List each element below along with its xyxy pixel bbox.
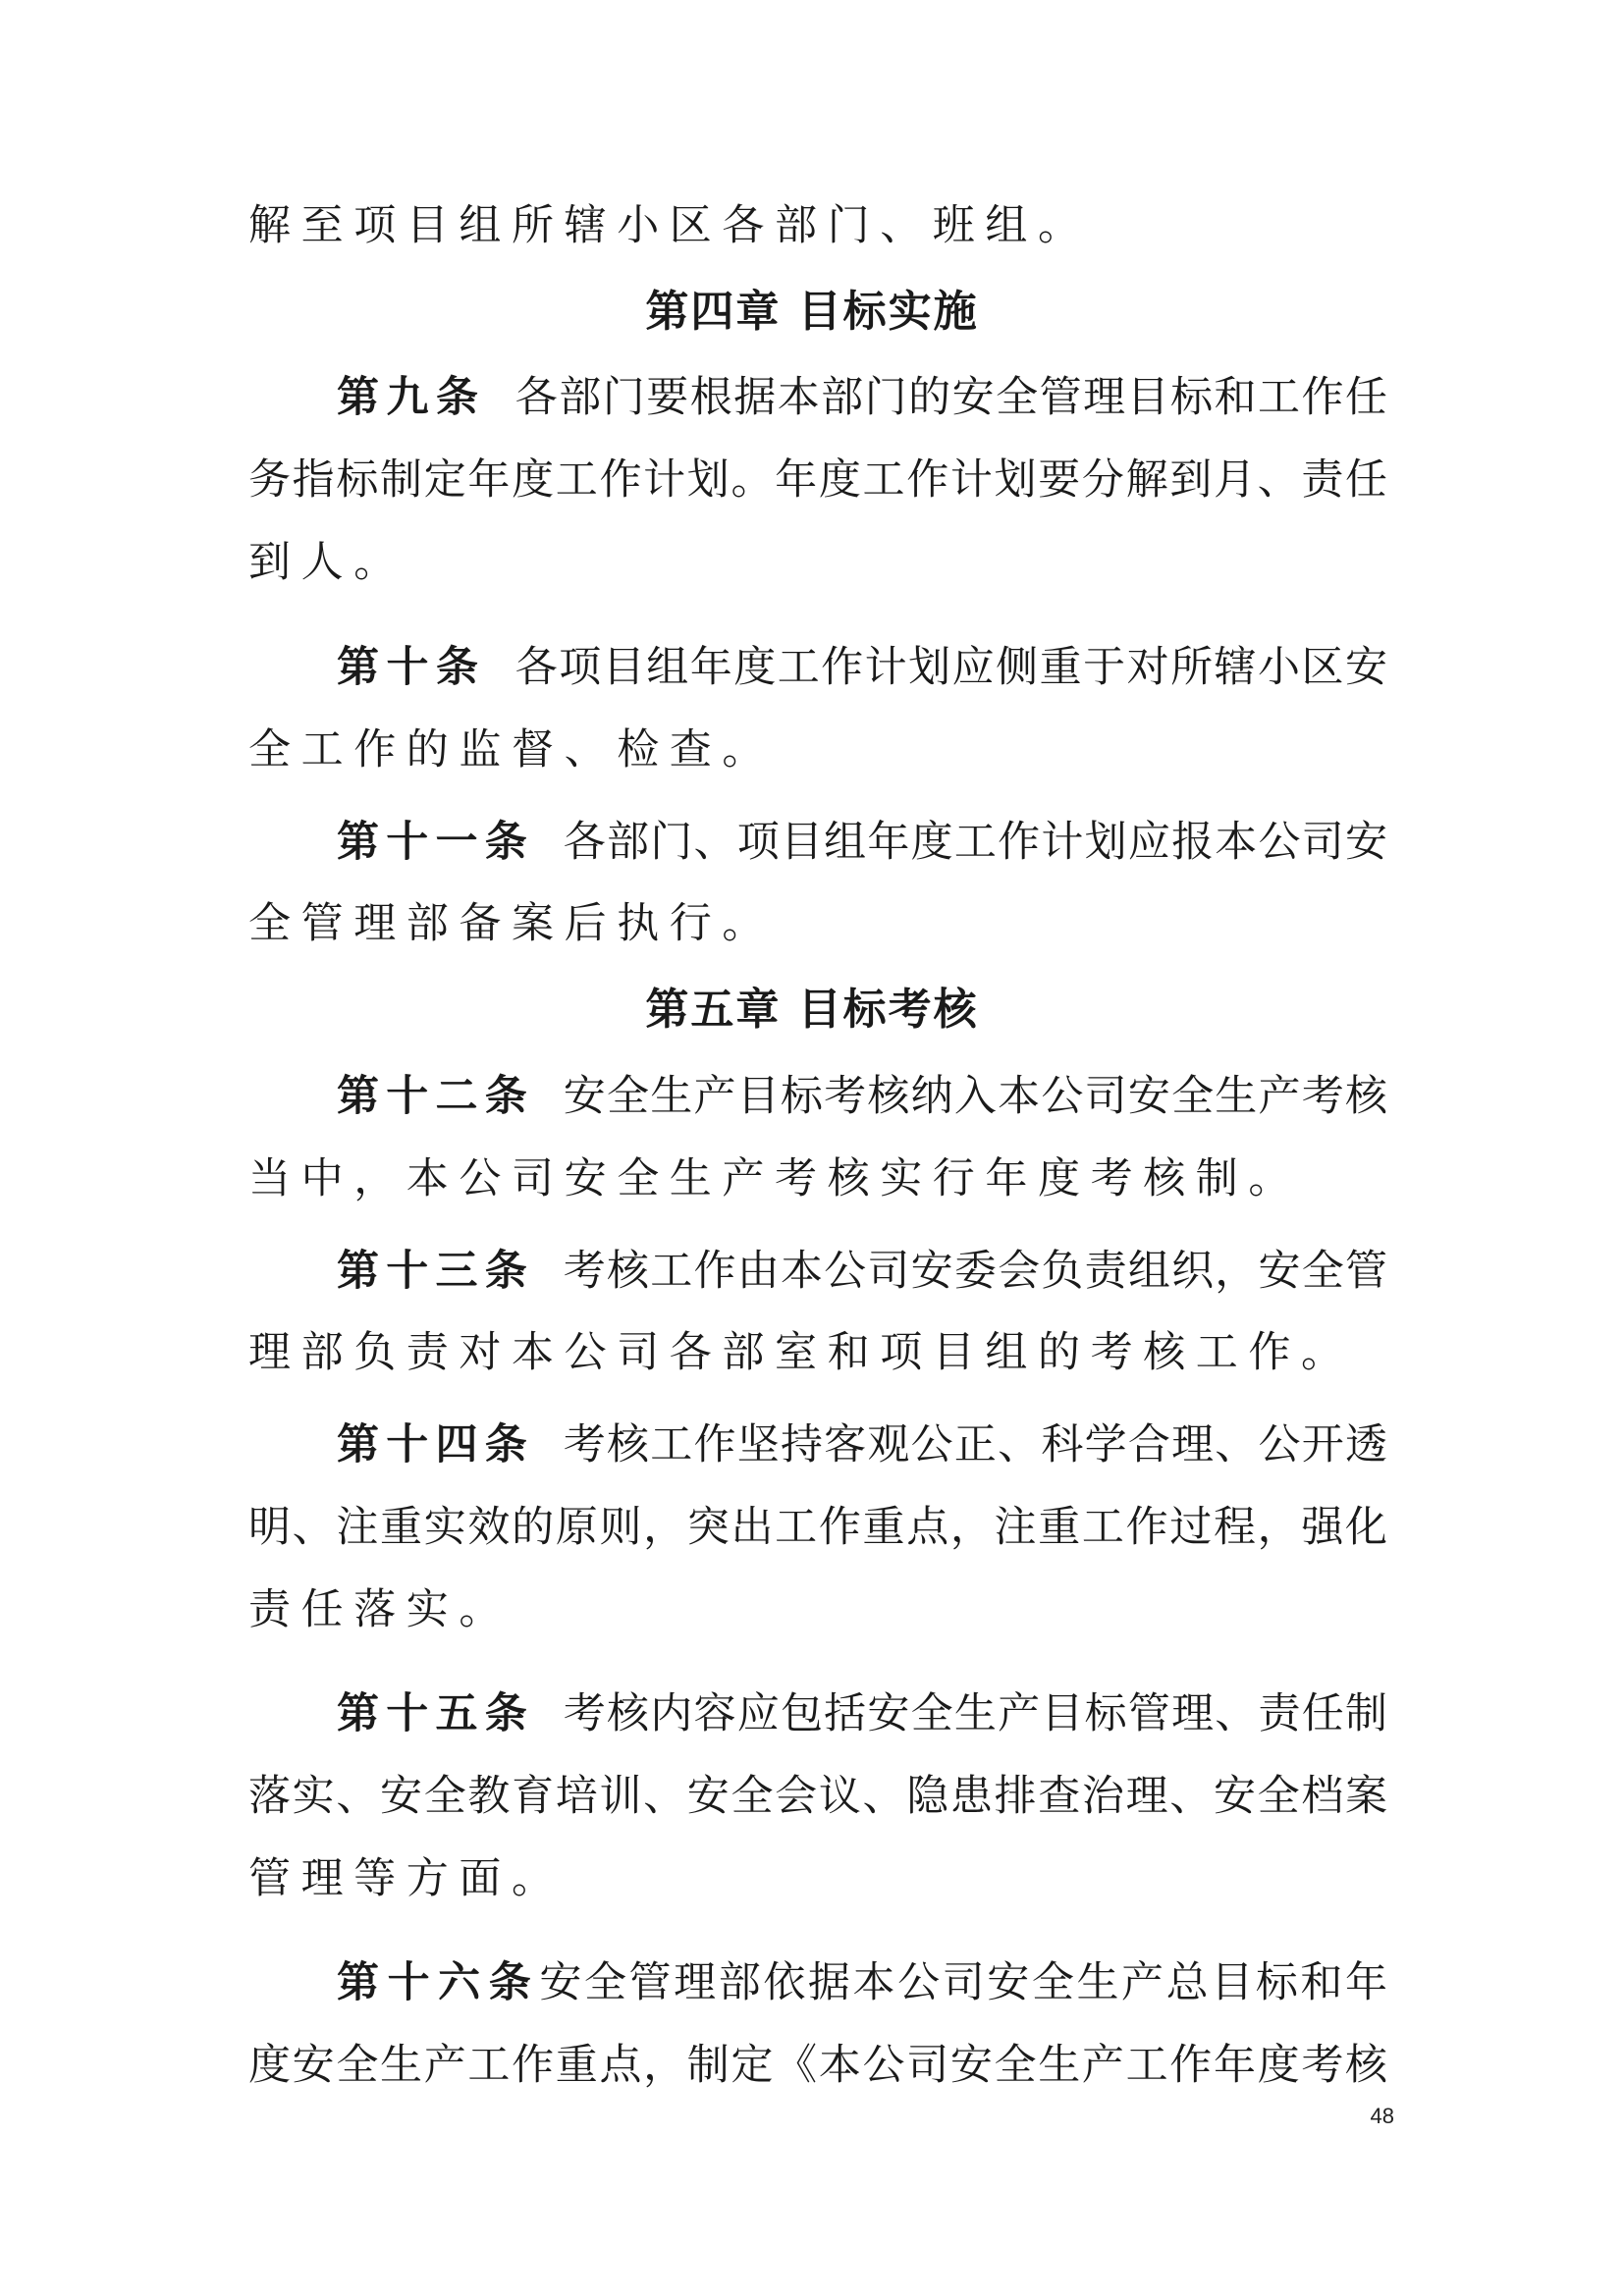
- article-text: 考核工作坚持客观公正、科学合理、公开透: [563, 1420, 1388, 1469]
- article-text: 各部门要根据本部门的安全管理目标和工作任: [514, 373, 1388, 422]
- chapter-heading: 第五章 目标考核: [645, 985, 979, 1035]
- article-15-line-2: 落实、安全教育培训、安全会议、隐患排查治理、安全档案: [248, 1772, 1387, 1821]
- article-11-line-1: [337, 813, 1387, 872]
- article-9-line-2: 务指标制定年度工作计划。年度工作计划要分解到月、责任: [248, 455, 1387, 505]
- article-text: 各部门、项目组年度工作计划应报本公司安: [563, 818, 1388, 867]
- article-9-line-3: 到人。: [248, 538, 406, 587]
- article-text: 考核内容应包括安全生产目标管理、责任制: [563, 1689, 1388, 1738]
- article-label: 第十六条: [337, 1958, 540, 2007]
- article-text: 考核工作由本公司安委会负责组织，安全管: [563, 1247, 1388, 1296]
- article-16-line-2: 度安全生产工作重点，制定《本公司安全生产工作年度考核: [248, 2041, 1387, 2090]
- chapter-heading: 第四章 目标实施: [645, 287, 979, 337]
- article-10-line-2: 全工作的监督、检查。: [248, 725, 775, 774]
- article-label: 第十条: [337, 643, 486, 692]
- article-9-line-1: [337, 368, 1387, 427]
- article-15-line-3: 管理等方面。: [248, 1854, 565, 1903]
- article-10-line-1: [337, 638, 1387, 697]
- article-16-line-1: [337, 1953, 1387, 2012]
- article-text: 各项目组年度工作计划应侧重于对所辖小区安: [514, 643, 1388, 692]
- article-text: 安全管理部依据本公司安全生产总目标和年: [539, 1958, 1388, 2007]
- article-label: 第十四条: [337, 1420, 534, 1469]
- article-12-line-1: [337, 1067, 1387, 1126]
- article-label: 第九条: [337, 373, 486, 422]
- article-14-line-2: 明、注重实效的原则，突出工作重点，注重工作过程，强化: [248, 1503, 1387, 1552]
- article-label: 第十三条: [337, 1247, 534, 1296]
- article-14-line-3: 责任落实。: [248, 1585, 512, 1634]
- article-12-line-2: 当中，本公司安全生产考核实行年度考核制。: [248, 1154, 1301, 1203]
- article-15-line-1: [337, 1684, 1387, 1743]
- article-13-line-1: [337, 1242, 1387, 1301]
- article-13-line-2: 理部负责对本公司各部室和项目组的考核工作。: [248, 1328, 1354, 1377]
- article-label: 第十一条: [337, 818, 534, 867]
- article-11-line-2: 全管理部备案后执行。: [248, 899, 775, 948]
- paragraph-line: 解至项目组所辖小区各部门、班组。: [248, 201, 1091, 250]
- article-label: 第十二条: [337, 1072, 534, 1121]
- article-label: 第十五条: [337, 1689, 534, 1738]
- page-number: 48: [1370, 2104, 1394, 2128]
- article-text: 安全生产目标考核纳入本公司安全生产考核: [563, 1072, 1388, 1121]
- article-14-line-1: [337, 1415, 1387, 1474]
